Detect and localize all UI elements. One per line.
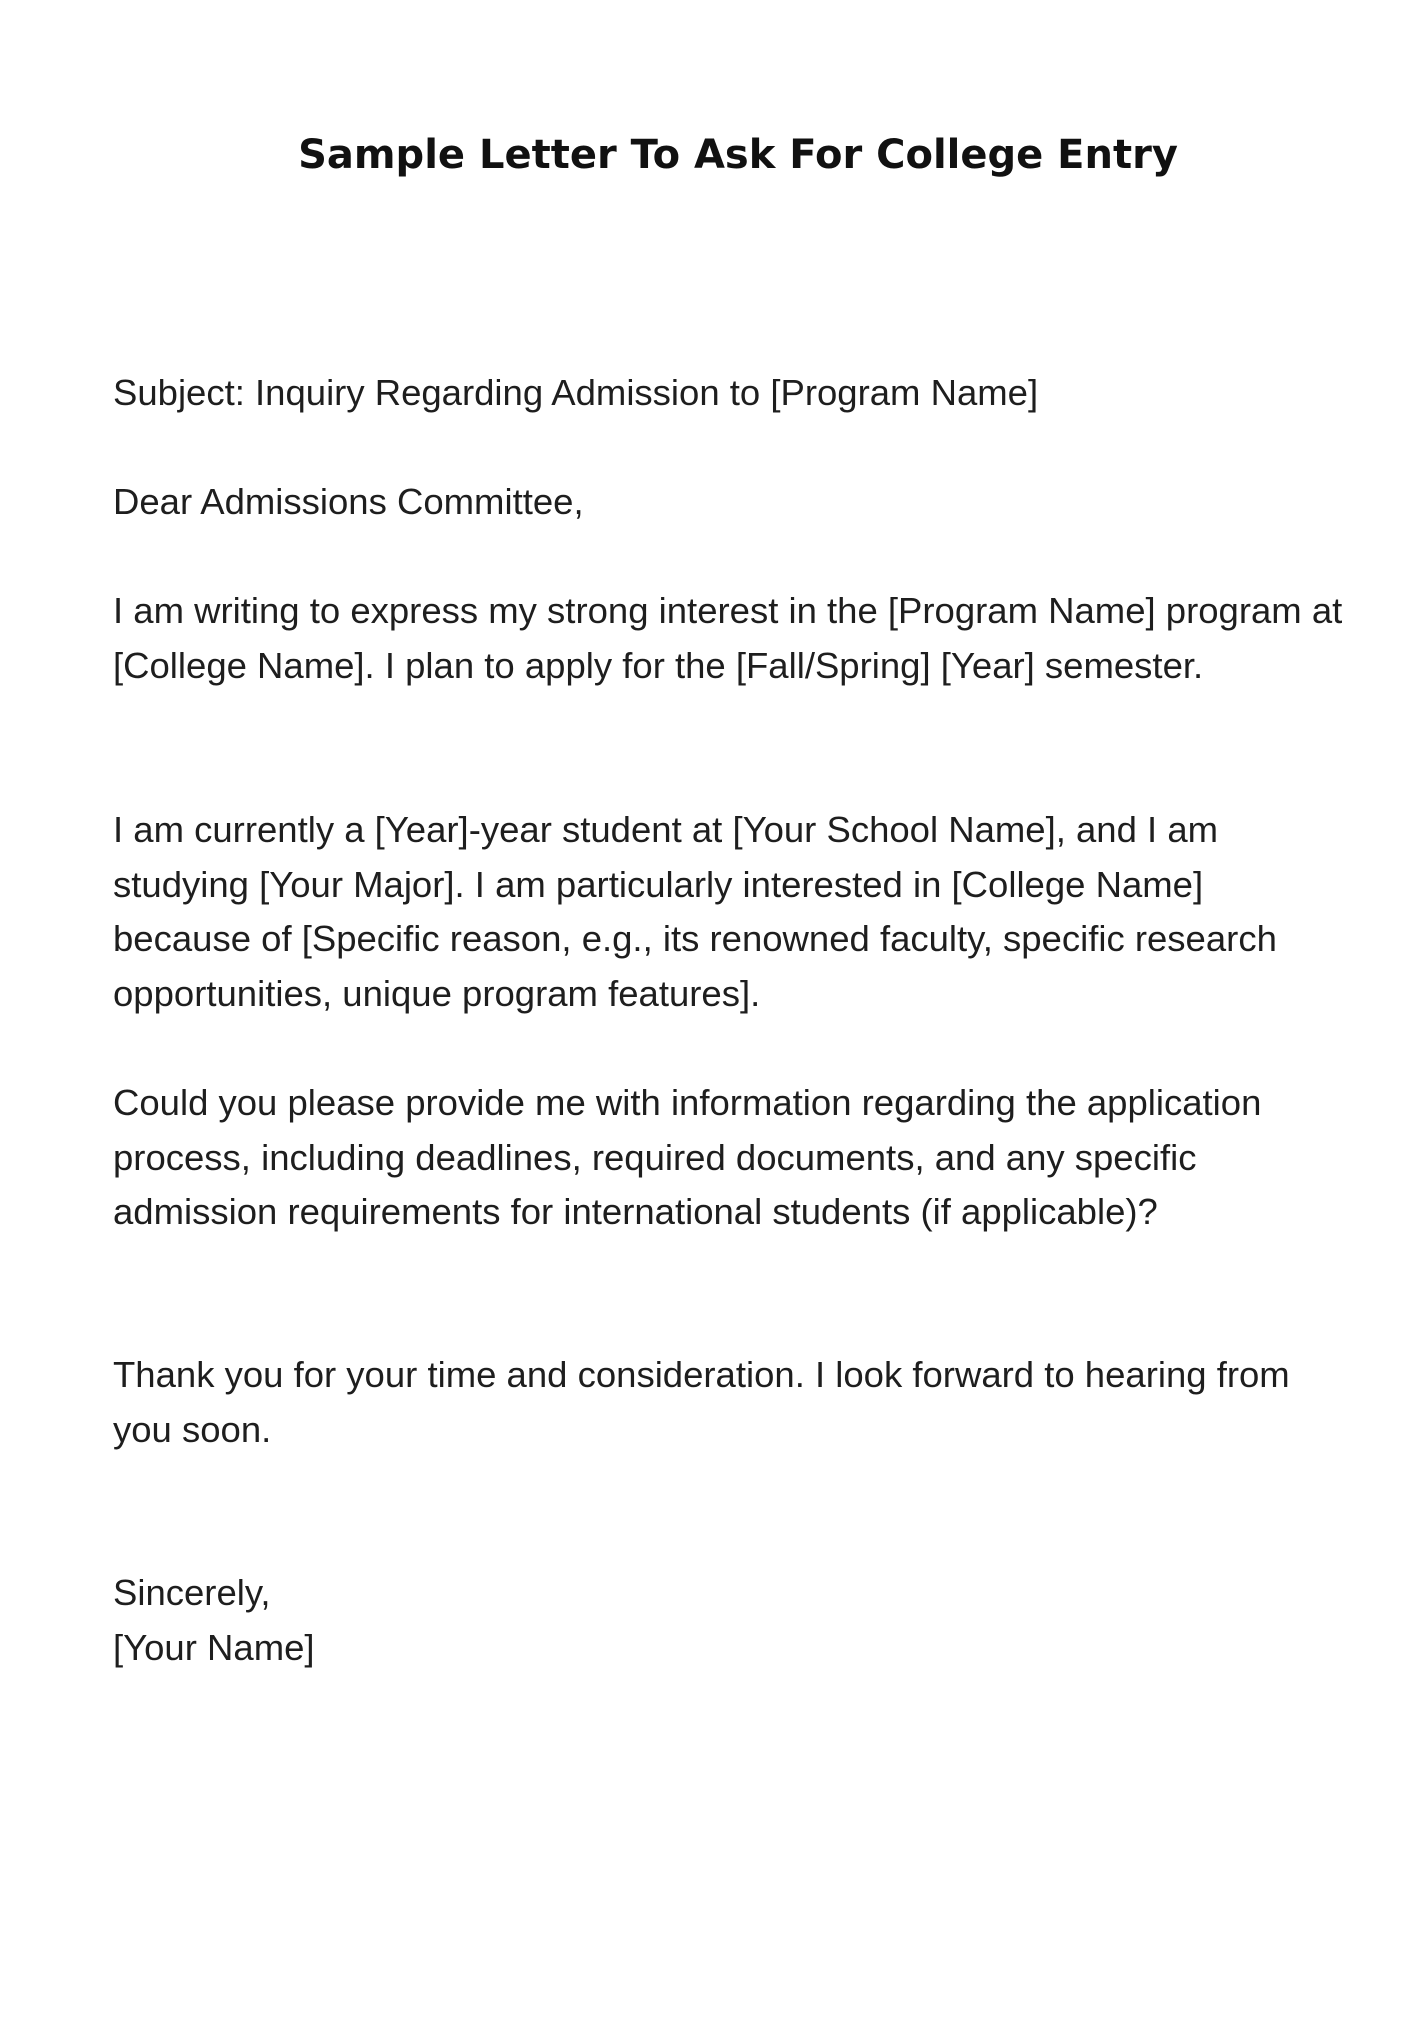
- paragraph-intent: I am writing to express my strong interest in the [Program Name] program at [College Name]. I plan to apply for the [Fall/Spring] [Year] semester.: [113, 590, 1343, 686]
- paragraph-request: Could you please provide me with information regarding the application process, including deadlines, required documents, and any specific admission requirements for international students (if applicable)?: [113, 1082, 1262, 1232]
- document-title: Sample Letter To Ask For College Entry: [298, 132, 1178, 178]
- paragraph-background: I am currently a [Year]-year student at [Your School Name], and I am studying [Your Major]. I am particularly interested in [College Name] because of [Specific reason, e.g., its renowned faculty, specific research opportunities, unique program features].: [113, 809, 1277, 1014]
- salutation: Dear Admissions Committee,: [113, 481, 584, 522]
- signature: [Your Name]: [113, 1627, 315, 1668]
- paragraph-thanks: Thank you for your time and consideration. I look forward to hearing from you soon.: [113, 1354, 1290, 1450]
- closing: Sincerely,: [113, 1572, 271, 1613]
- subject-line: Subject: Inquiry Regarding Admission to [Program Name]: [113, 372, 1039, 413]
